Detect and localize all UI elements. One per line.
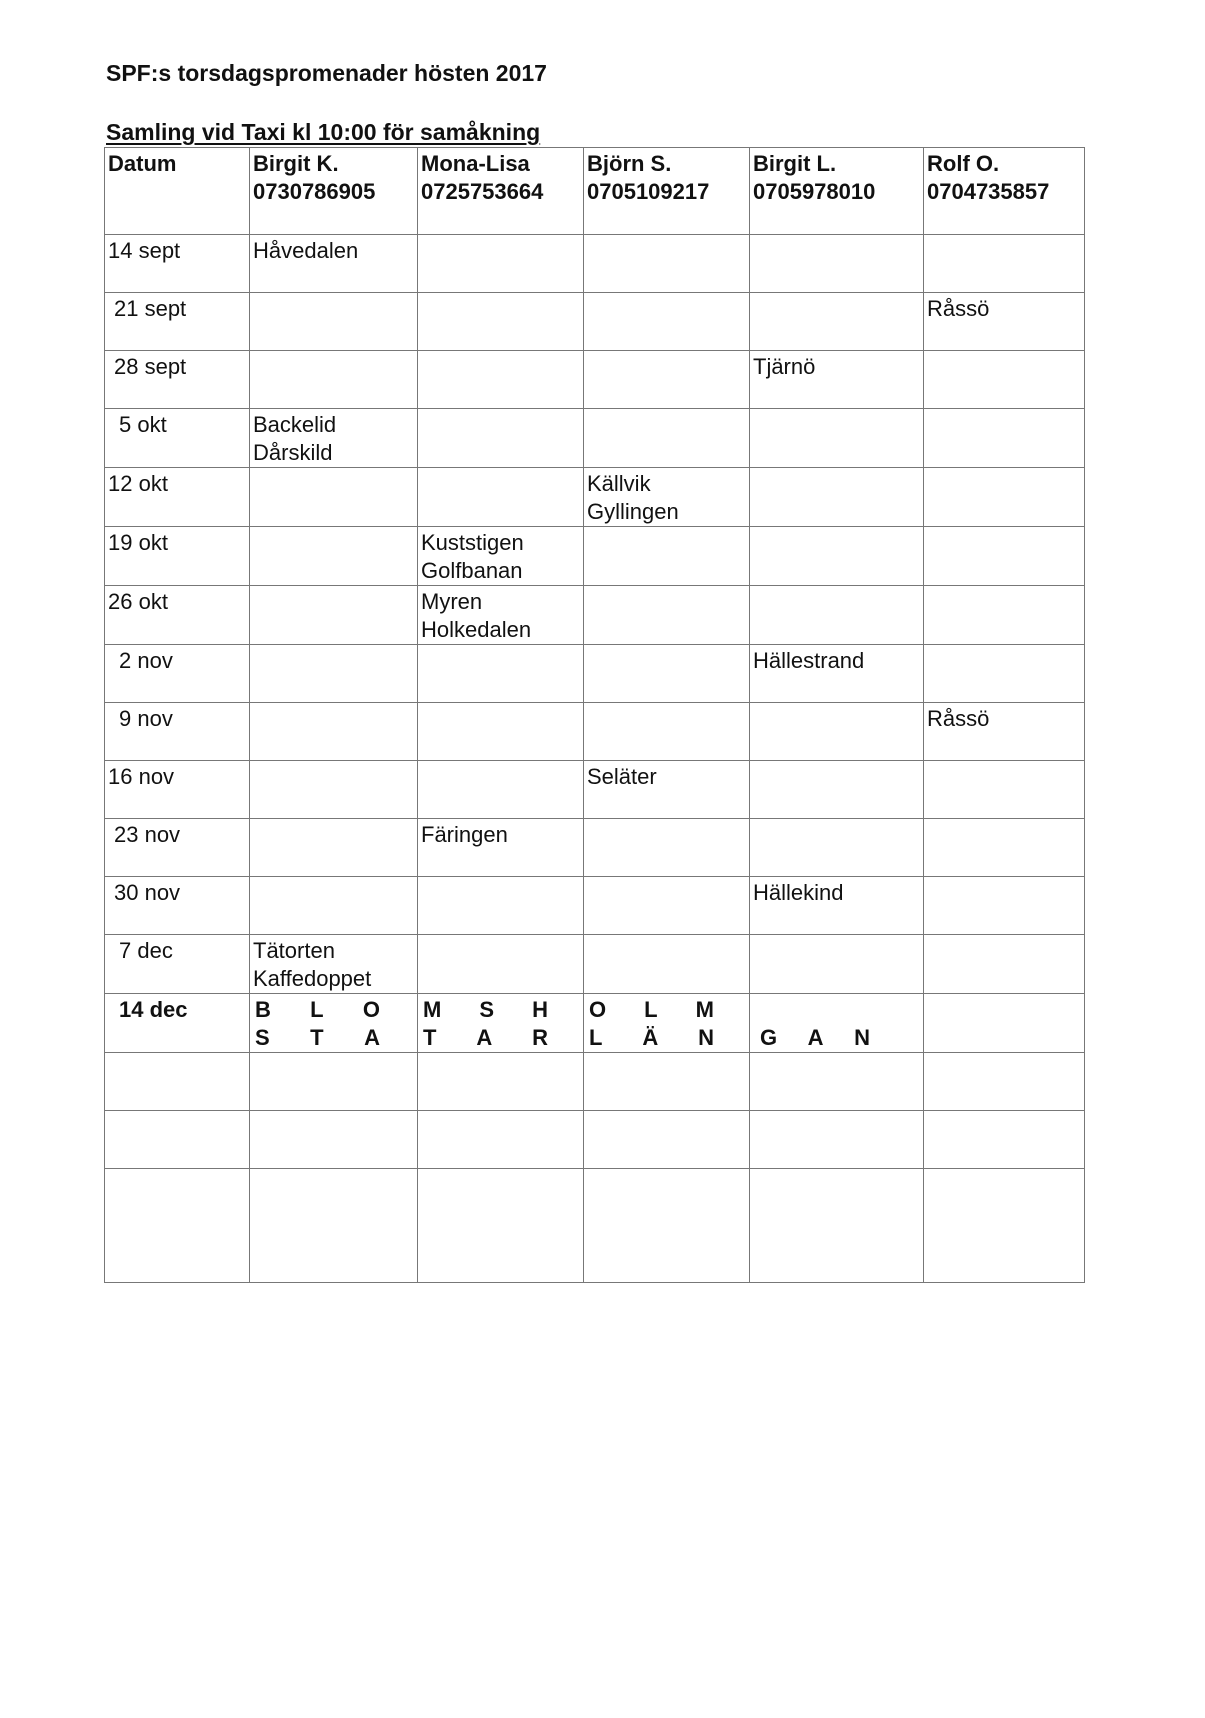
date-cell: 7 dec	[105, 935, 250, 994]
letter: M	[423, 997, 442, 1022]
route-cell	[250, 468, 418, 527]
letter: A	[364, 1025, 380, 1050]
route-cell: Seläter	[584, 761, 750, 819]
route-cell	[250, 877, 418, 935]
header-leader	[418, 148, 584, 235]
route-cell	[250, 351, 418, 409]
table-row	[105, 293, 1085, 351]
table-row	[105, 877, 1085, 935]
route-cell	[584, 527, 750, 586]
table-row	[105, 761, 1085, 819]
date-cell: 21 sept	[105, 293, 250, 351]
empty-cell	[750, 1053, 924, 1111]
header-leader	[250, 148, 418, 235]
spaced-letters	[253, 1024, 380, 1052]
leader-phone: 0730786905	[253, 179, 376, 204]
final-cell	[750, 994, 924, 1053]
route-cell	[250, 527, 418, 586]
letter: H	[532, 997, 548, 1022]
route-cell	[924, 761, 1085, 819]
header-datum: Datum	[105, 148, 250, 235]
table-row	[105, 235, 1085, 293]
table-row	[105, 645, 1085, 703]
empty-row	[105, 1169, 1085, 1283]
empty-cell	[250, 1169, 418, 1283]
empty-cell	[750, 1111, 924, 1169]
route-line: Backelid	[253, 412, 337, 437]
document-subtitle: Samling vid Taxi kl 10:00 för samåkning	[106, 119, 541, 145]
route-cell	[924, 819, 1085, 877]
route-cell	[584, 409, 750, 468]
route-cell	[924, 468, 1085, 527]
letter: A	[807, 1025, 824, 1050]
table-row	[105, 527, 1085, 586]
date-cell: 5 okt	[105, 409, 250, 468]
route-cell	[250, 703, 418, 761]
route-cell	[584, 645, 750, 703]
table-row	[105, 586, 1085, 645]
empty-cell	[105, 1111, 250, 1169]
date-cell: 26 okt	[105, 586, 250, 645]
route-cell	[584, 877, 750, 935]
route-cell	[418, 586, 584, 645]
route-line: Gyllingen	[587, 499, 679, 524]
leader-phone: 0705978010	[753, 179, 876, 204]
date-cell: 9 nov	[105, 703, 250, 761]
empty-row	[105, 1053, 1085, 1111]
header-leader	[750, 148, 924, 235]
route-cell	[750, 935, 924, 994]
empty-cell	[750, 1169, 924, 1283]
letter: T	[310, 1025, 324, 1050]
empty-cell	[924, 1169, 1085, 1283]
date-cell: 19 okt	[105, 527, 250, 586]
empty-cell	[584, 1169, 750, 1283]
route-cell	[418, 293, 584, 351]
date-cell: 2 nov	[105, 645, 250, 703]
spaced-letters	[587, 996, 714, 1024]
spaced-letters	[587, 1024, 714, 1052]
table-row	[105, 351, 1085, 409]
date-cell: 16 nov	[105, 761, 250, 819]
leader-name: Mona-Lisa	[421, 151, 530, 176]
route-line: Källvik	[587, 471, 651, 496]
route-cell	[924, 409, 1085, 468]
schedule-table	[104, 147, 1085, 1283]
final-cell	[418, 994, 584, 1053]
final-row	[105, 994, 1085, 1053]
empty-cell	[105, 1169, 250, 1283]
route-cell	[924, 877, 1085, 935]
final-cell	[250, 994, 418, 1053]
route-cell	[418, 235, 584, 293]
route-cell: Håvedalen	[250, 235, 418, 293]
route-cell	[750, 819, 924, 877]
date-cell: 14 sept	[105, 235, 250, 293]
header-leader	[584, 148, 750, 235]
route-cell: Hällekind	[750, 877, 924, 935]
spaced-letters	[421, 996, 548, 1024]
empty-cell	[584, 1111, 750, 1169]
route-cell	[250, 645, 418, 703]
route-cell	[750, 527, 924, 586]
letter: N	[854, 1025, 870, 1050]
route-cell	[250, 761, 418, 819]
letter: L	[310, 997, 324, 1022]
route-cell	[750, 409, 924, 468]
header-row	[105, 148, 1085, 235]
route-cell	[584, 819, 750, 877]
spaced-letters	[758, 1024, 870, 1052]
route-cell: Hällestrand	[750, 645, 924, 703]
letter: G	[760, 1025, 778, 1050]
table-row	[105, 935, 1085, 994]
letter: L	[644, 997, 658, 1022]
empty-cell	[250, 1053, 418, 1111]
empty-cell	[418, 1111, 584, 1169]
route-cell	[250, 819, 418, 877]
final-cell	[924, 994, 1085, 1053]
route-cell	[418, 351, 584, 409]
leader-name: Rolf O.	[927, 151, 1000, 176]
route-line: Kuststigen	[421, 530, 524, 555]
route-cell: Råssö	[924, 703, 1085, 761]
route-cell	[924, 645, 1085, 703]
route-cell	[418, 761, 584, 819]
route-line: Kaffedoppet	[253, 966, 372, 991]
leader-phone: 0704735857	[927, 179, 1050, 204]
letter: N	[698, 1025, 714, 1050]
table-row	[105, 703, 1085, 761]
route-cell	[584, 935, 750, 994]
route-cell	[750, 761, 924, 819]
letter: R	[532, 1025, 548, 1050]
date-cell: 14 dec	[105, 994, 250, 1053]
route-line: Tätorten	[253, 938, 335, 963]
letter: M	[695, 997, 714, 1022]
final-cell	[584, 994, 750, 1053]
leader-phone: 0725753664	[421, 179, 544, 204]
route-cell	[924, 527, 1085, 586]
empty-row	[105, 1111, 1085, 1169]
table-row	[105, 409, 1085, 468]
empty-cell	[584, 1053, 750, 1111]
letter: O	[589, 997, 607, 1022]
empty-cell	[924, 1053, 1085, 1111]
letter: L	[589, 1025, 603, 1050]
route-cell	[418, 468, 584, 527]
letter: S	[479, 997, 495, 1022]
route-cell	[584, 703, 750, 761]
leader-name: Birgit K.	[253, 151, 339, 176]
leader-name: Björn S.	[587, 151, 672, 176]
empty-cell	[418, 1169, 584, 1283]
route-cell	[418, 703, 584, 761]
route-cell: Tjärnö	[750, 351, 924, 409]
route-line: Dårskild	[253, 440, 333, 465]
route-cell	[924, 935, 1085, 994]
route-cell	[250, 409, 418, 468]
route-cell: Färingen	[418, 819, 584, 877]
letter: A	[476, 1025, 493, 1050]
route-cell	[418, 527, 584, 586]
route-cell	[584, 351, 750, 409]
route-cell	[584, 468, 750, 527]
route-cell	[750, 468, 924, 527]
route-cell	[924, 351, 1085, 409]
route-cell	[924, 235, 1085, 293]
route-cell	[750, 235, 924, 293]
route-cell	[750, 586, 924, 645]
route-cell	[418, 935, 584, 994]
route-line: Golfbanan	[421, 558, 523, 583]
header-leader	[924, 148, 1085, 235]
spaced-letters	[421, 1024, 548, 1052]
route-cell	[418, 645, 584, 703]
route-cell	[250, 935, 418, 994]
route-cell	[250, 586, 418, 645]
route-cell	[584, 293, 750, 351]
route-cell	[418, 877, 584, 935]
date-cell: 30 nov	[105, 877, 250, 935]
date-cell: 28 sept	[105, 351, 250, 409]
route-cell	[584, 235, 750, 293]
letter: Ä	[642, 1025, 659, 1050]
leader-phone: 0705109217	[587, 179, 710, 204]
document-title: SPF:s torsdagspromenader hösten 2017	[106, 60, 547, 86]
route-cell: Råssö	[924, 293, 1085, 351]
route-cell	[924, 586, 1085, 645]
route-cell	[418, 409, 584, 468]
letter: B	[255, 997, 271, 1022]
route-line: Holkedalen	[421, 617, 532, 642]
table-row	[105, 819, 1085, 877]
route-cell	[750, 703, 924, 761]
empty-cell	[250, 1111, 418, 1169]
letter: S	[255, 1025, 270, 1050]
route-cell	[584, 586, 750, 645]
letter: O	[362, 997, 380, 1022]
empty-cell	[418, 1053, 584, 1111]
spaced-letters	[253, 996, 380, 1024]
route-cell	[250, 293, 418, 351]
leader-name: Birgit L.	[753, 151, 837, 176]
route-cell	[750, 293, 924, 351]
letter: T	[423, 1025, 437, 1050]
route-line: Myren	[421, 589, 483, 614]
empty-cell	[924, 1111, 1085, 1169]
date-cell: 12 okt	[105, 468, 250, 527]
table-row	[105, 468, 1085, 527]
empty-cell	[105, 1053, 250, 1111]
date-cell: 23 nov	[105, 819, 250, 877]
